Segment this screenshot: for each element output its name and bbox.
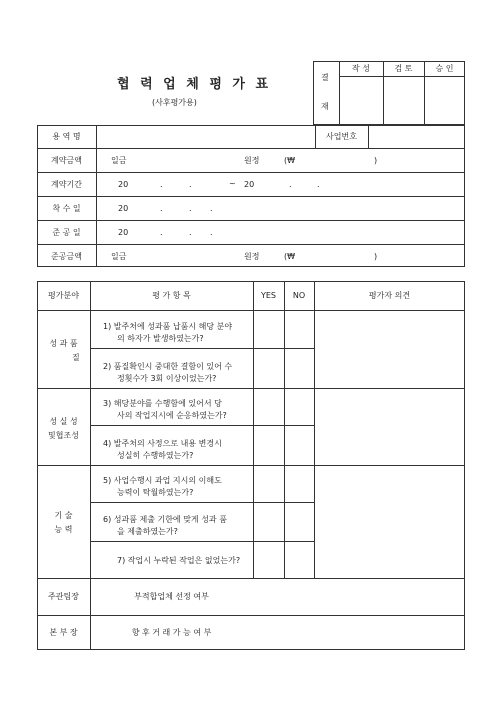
approval-header-review: 검 토	[394, 64, 413, 73]
contract-amount-label: 계약금액	[51, 156, 82, 165]
contract-won-open: (₩	[284, 156, 296, 165]
approval-side-label-2: 재	[321, 102, 329, 111]
item-6-line-1: 6) 성과품 제출 기한에 맞게 성과 품	[103, 515, 227, 524]
approval-side-label-1: 결	[321, 73, 329, 82]
period-end-dot-1: .	[289, 180, 292, 189]
approval-header-approve: 승 인	[435, 64, 454, 73]
completion-date-label: 준 공 일	[52, 228, 81, 237]
contract-amount-prefix: 일금	[111, 156, 127, 165]
period-end-year: 20	[244, 180, 255, 189]
period-end-dot-2: .	[317, 180, 320, 189]
final-amount-suffix: 원정	[244, 252, 260, 261]
period-start-dot-2: .	[189, 180, 192, 189]
final-won-open: (₩	[284, 252, 296, 261]
item-4-line-1: 4) 발주처의 사정으로 내용 변경시	[103, 439, 222, 448]
completion-year: 20	[118, 228, 129, 237]
header-no: NO	[292, 291, 306, 300]
item-3-line-2: 사의 작업지시에 순응하였는가?	[117, 411, 227, 420]
completion-dot-3: .	[210, 228, 213, 237]
category-sincerity-1: 성 실 성	[49, 417, 78, 426]
item-4-line-2: 성실히 수행하였는가?	[117, 451, 194, 460]
item-6-line-2: 을 제출하였는가?	[117, 527, 178, 536]
category-sincerity-2: 및협조성	[48, 431, 79, 440]
contract-period-label: 계약기간	[51, 180, 82, 189]
header-category: 평가분야	[48, 291, 79, 300]
category-director: 본 부 장	[49, 628, 78, 637]
category-tech-1: 기 술	[54, 511, 73, 520]
header-items: 평 가 항 목	[152, 291, 191, 300]
item-3-line-1: 3) 해당분야를 수행함에 있어서 당	[103, 399, 222, 408]
item-1-line-2: 의 하자가 발생하였는가?	[117, 334, 204, 343]
contract-won-close: )	[374, 156, 378, 165]
header-opinion: 평가자 의견	[368, 291, 411, 300]
final-amount-prefix: 일금	[111, 252, 127, 261]
item-5-line-1: 5) 사업수행시 과업 지시의 이해도	[103, 476, 222, 485]
service-name-label: 용 역 명	[52, 132, 81, 141]
contract-amount-suffix: 원정	[244, 156, 260, 165]
start-dot-1: .	[160, 204, 163, 213]
director-item: 향 후 거 래 가 능 여 부	[131, 628, 212, 637]
header-yes: YES	[260, 291, 277, 300]
start-dot-2: .	[189, 204, 192, 213]
start-year: 20	[118, 204, 129, 213]
manager-item: 부적합업체 선정 여부	[134, 592, 209, 601]
item-2-line-1: 2) 품질확인시 중대한 결함이 있어 수	[103, 362, 233, 371]
approval-header-write: 작 성	[352, 64, 370, 73]
item-1-line-1: 1) 발주처에 성과품 납품시 해당 분야	[103, 322, 233, 331]
form-subtitle: (사후평가용)	[152, 98, 197, 107]
period-start-dot-1: .	[160, 180, 163, 189]
start-dot-3: .	[210, 204, 213, 213]
category-quality-1: 성 과 품	[49, 339, 78, 348]
final-amount-label: 준공금액	[51, 252, 82, 261]
item-7: 7) 작업시 누락된 작업은 없었는가?	[117, 556, 241, 565]
final-won-close: )	[374, 252, 378, 261]
item-2-line-2: 정횟수가 3회 이상이었는가?	[117, 374, 217, 383]
completion-dot-2: .	[189, 228, 192, 237]
category-tech-2: 능 력	[54, 525, 73, 534]
start-date-label: 착 수 일	[52, 204, 81, 213]
completion-dot-1: .	[160, 228, 163, 237]
item-5-line-2: 능력이 탁월하였는가?	[117, 488, 194, 497]
business-no-label: 사업번호	[326, 132, 357, 141]
form-title: 협 력 업 체 평 가 표	[117, 77, 272, 92]
period-tilde: ~	[229, 179, 236, 188]
category-quality-2: 질	[72, 353, 80, 362]
period-start-year: 20	[118, 180, 129, 189]
category-manager: 주관팀장	[48, 592, 79, 601]
